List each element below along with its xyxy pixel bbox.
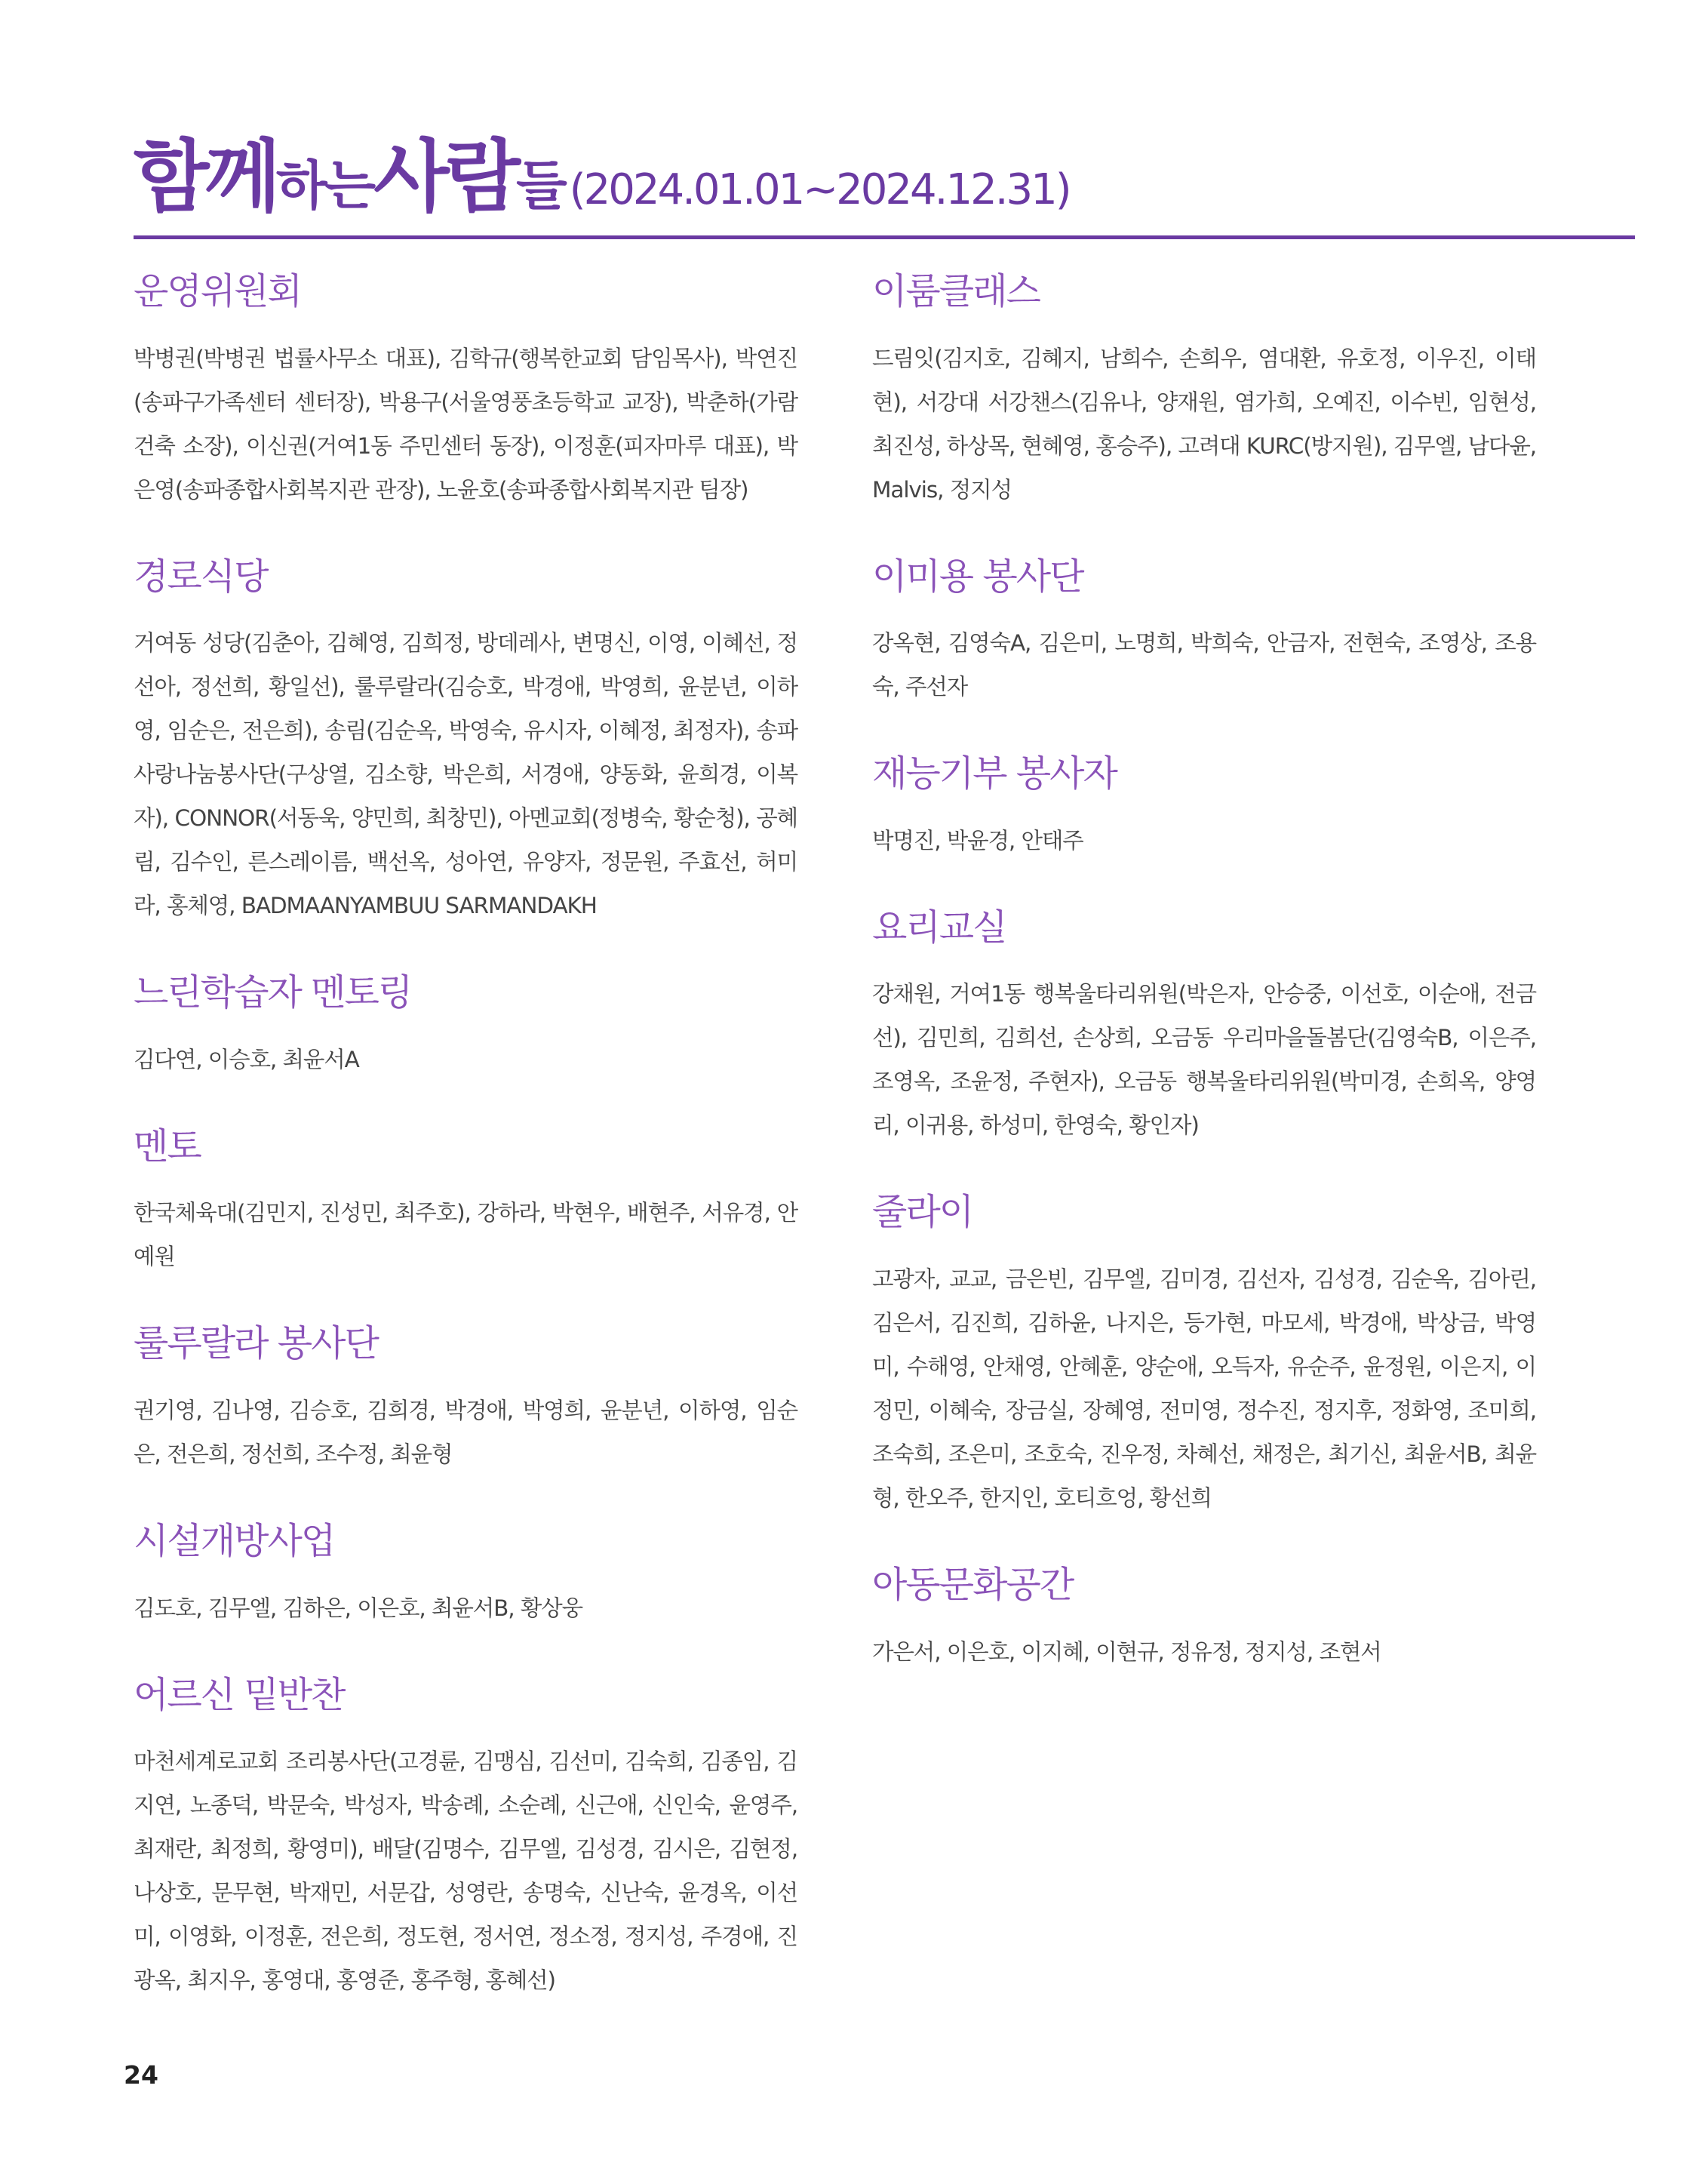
page-number: 24 bbox=[124, 2060, 158, 2090]
section-body: 고광자, 교교, 금은빈, 김무엘, 김미경, 김선자, 김성경, 김순옥, 김아린, 김은서, 김진희, 김하윤, 나지은, 등가현, 마모세, 박경애, 박상금, 박영미, 수해영, 안채영, 안혜훈, 양순애, 오득자, 유순주, 윤정원, 이은지, 이정민, 이혜숙, 장금실, 장혜영, 전미영, 정수진, 정지후, 정화영, 조미희, 조숙희, 조은미, 조호숙, 진우정, 차혜선, 채정은, 최기신, 최윤서B, 최윤형, 한오주, 한지인, 호티흐엉, 황선희 bbox=[872, 1266, 1536, 1511]
title-part-4: 들 bbox=[516, 155, 565, 217]
section-title: 느린학습자 멘토링 bbox=[134, 971, 412, 1014]
section-title: 이미용 봉사단 bbox=[872, 555, 1083, 598]
section-title: 이룸클래스 bbox=[872, 270, 1040, 312]
section-body: 거여동 성당(김춘아, 김혜영, 김희정, 방데레사, 변명신, 이영, 이혜선, 정선아, 정선희, 황일선), 룰루랄라(김승호, 박경애, 박영희, 윤분년, 이하영, 임순은, 전은희), 송림(김순옥, 박영숙, 유시자, 이혜정, 최정자), 송파사랑나눔봉사단(구상열, 김소향, 박은희, 서경애, 양동화, 윤희경, 이복자), CONNOR(서동욱, 양민희, 최창민), 아멘교회(정병숙, 황순청), 공혜림, 김수인, 른스레이름, 백선옥, 성아연, 유양자, 정문원, 주효선, 허미라, 홍체영, BADMAANYAMBUU SARMANDAKH bbox=[134, 630, 797, 919]
section-lululala-volunteers bbox=[134, 1322, 797, 1476]
section-body: 박병권(박병권 법률사무소 대표), 김학규(행복한교회 담임목사), 박연진(송파구가족센터 센터장), 박용구(서울영풍초등학교 교장), 박춘하(가람건축 소장), 이신권(거여1동 주민센터 동장), 이정훈(피자마루 대표), 박은영(송파종합사회복지관 관장), 노윤호(송파종합사회복지관 팀장) bbox=[134, 345, 797, 503]
section-body: 강채원, 거여1동 행복울타리위원(박은자, 안승중, 이선호, 이순애, 전금선), 김민희, 김희선, 손상희, 오금동 우리마을돌봄단(김영숙B, 이은주, 조영옥, 조윤정, 주현자), 오금동 행복울타리위원(박미경, 손희옥, 양영리, 이귀용, 하성미, 한영숙, 황인자) bbox=[872, 981, 1536, 1139]
section-senior-side-dishes bbox=[134, 1674, 797, 2003]
section-title: 경로식당 bbox=[134, 555, 268, 598]
section-title: 줄라이 bbox=[872, 1191, 973, 1234]
section-mentor bbox=[134, 1125, 797, 1279]
section-body: 김도호, 김무엘, 김하은, 이은호, 최윤서B, 황상웅 bbox=[134, 1595, 583, 1621]
section-title: 요리교실 bbox=[872, 906, 1006, 949]
section-beauty-volunteers bbox=[872, 555, 1536, 709]
section-irum-class bbox=[872, 270, 1536, 512]
section-title: 재능기부 봉사자 bbox=[872, 752, 1117, 795]
section-july bbox=[872, 1191, 1536, 1520]
title-date-range: (2024.01.01~2024.12.31) bbox=[569, 165, 1070, 214]
section-title: 시설개방사업 bbox=[134, 1519, 335, 1562]
page-title bbox=[134, 113, 1635, 226]
section-body: 강옥현, 김영숙A, 김은미, 노명희, 박희숙, 안금자, 전현숙, 조영상, 조용숙, 주선자 bbox=[872, 630, 1536, 700]
left-column bbox=[134, 270, 797, 2046]
section-body: 김다연, 이승호, 최윤서A bbox=[134, 1046, 359, 1072]
section-operating-committee bbox=[134, 270, 797, 512]
section-body: 한국체육대(김민지, 진성민, 최주호), 강하라, 박현우, 배현주, 서유경, 안예원 bbox=[134, 1200, 797, 1270]
section-facility-opening bbox=[134, 1520, 797, 1630]
section-body: 박명진, 박윤경, 안태주 bbox=[872, 827, 1083, 854]
section-talent-donors bbox=[872, 752, 1536, 863]
section-children-culture-space bbox=[872, 1564, 1536, 1674]
section-title: 멘토 bbox=[134, 1124, 201, 1167]
title-part-1: 함께 bbox=[134, 131, 276, 223]
page-header bbox=[134, 113, 1635, 239]
section-body: 드림잇(김지호, 김혜지, 남희수, 손희우, 염대환, 유호정, 이우진, 이태현), 서강대 서강챈스(김유나, 양재원, 염가희, 오예진, 이수빈, 임현성, 최진성, 하상목, 현혜영, 홍승주), 고려대 KURC(방지원), 김무엘, 남다윤, Malvis, 정지성 bbox=[872, 345, 1537, 503]
title-part-2: 하는 bbox=[275, 155, 374, 217]
section-slow-learner-mentoring bbox=[134, 971, 797, 1081]
section-title: 룰루랄라 봉사단 bbox=[134, 1322, 378, 1365]
section-title: 운영위원회 bbox=[134, 270, 301, 312]
title-part-3: 사람 bbox=[373, 131, 517, 223]
section-cooking-class bbox=[872, 906, 1536, 1148]
section-body: 가은서, 이은호, 이지혜, 이현규, 정유정, 정지성, 조현서 bbox=[872, 1638, 1381, 1665]
section-title: 아동문화공간 bbox=[872, 1563, 1074, 1606]
section-senior-cafeteria bbox=[134, 555, 797, 928]
right-column bbox=[872, 270, 1536, 1718]
title-divider bbox=[134, 235, 1635, 239]
section-body: 권기영, 김나영, 김승호, 김희경, 박경애, 박영희, 윤분년, 이하영, 임순은, 전은희, 정선희, 조수정, 최윤형 bbox=[134, 1397, 797, 1467]
section-title: 어르신 밑반찬 bbox=[134, 1673, 345, 1716]
section-body: 마천세계로교회 조리봉사단(고경륜, 김맹심, 김선미, 김숙희, 김종임, 김지연, 노종덕, 박문숙, 박성자, 박송례, 소순례, 신근애, 신인숙, 윤영주, 최재란, 최정희, 황영미), 배달(김명수, 김무엘, 김성경, 김시은, 김현정, 나상호, 문무현, 박재민, 서문갑, 성영란, 송명숙, 신난숙, 윤경옥, 이선미, 이영화, 이정훈, 전은희, 정도현, 정서연, 정소정, 정지성, 주경애, 진광옥, 최지우, 홍영대, 홍영준, 홍주형, 홍혜선) bbox=[134, 1749, 797, 1994]
